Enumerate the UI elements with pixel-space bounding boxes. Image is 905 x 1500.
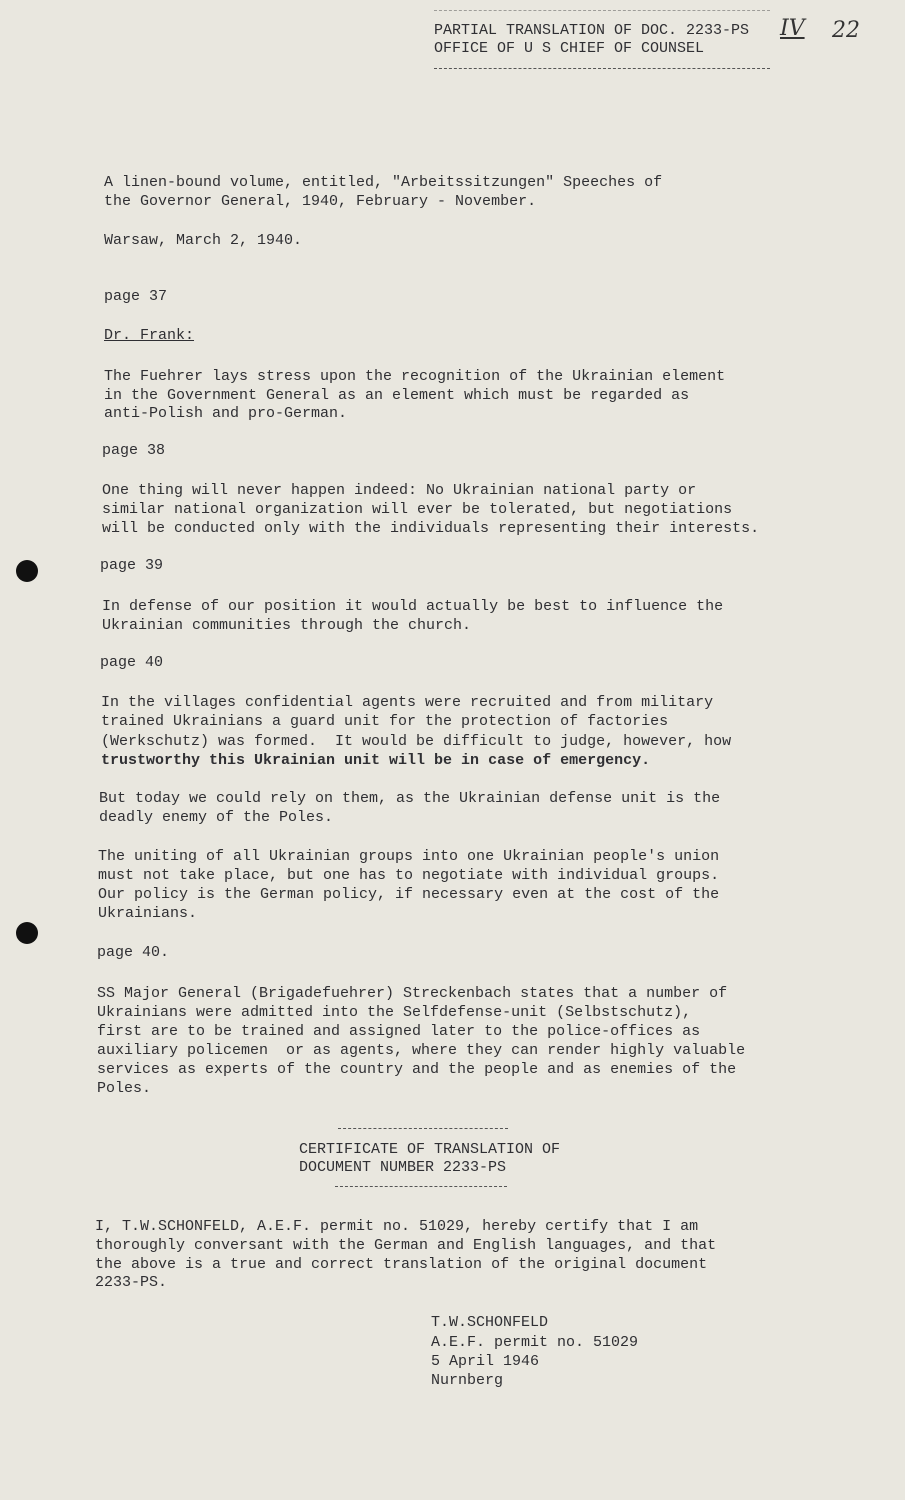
cert-line-3: the above is a true and correct translation of the original document — [95, 1256, 708, 1273]
p38-line-2: similar national organization will ever be tolerated, but negotiations — [102, 501, 733, 518]
p39-line-2: Ukrainian communities through the church. — [102, 617, 472, 634]
p40-1-line-3: (Werkschutz) was formed. It would be difficult to judge, however, how — [101, 733, 732, 750]
page-label-38: page 38 — [102, 442, 166, 459]
punch-hole — [16, 922, 38, 944]
cert-line-1: I, T.W.SCHONFELD, A.E.F. permit no. 51029, hereby certify that I am — [95, 1218, 699, 1235]
page-label-39: page 39 — [100, 557, 164, 574]
header-rule — [434, 68, 770, 69]
p40-1-line-4: trustworthy this Ukrainian unit will be in case of emergency. — [101, 752, 651, 769]
p40-3-line-1: The uniting of all Ukrainian groups into one Ukrainian people's union — [98, 848, 720, 865]
p40-3-line-2: must not take place, but one has to negotiate with individual groups. — [98, 867, 720, 884]
signature-date: 5 April 1946 — [431, 1353, 540, 1370]
cert-line-4: 2233-PS. — [95, 1274, 168, 1291]
p40b-line-4: auxiliary policemen or as agents, where they can render highly valuable — [97, 1042, 746, 1059]
page-label-40: page 40 — [100, 654, 164, 671]
header-title: PARTIAL TRANSLATION OF DOC. 2233-PS — [434, 22, 750, 39]
intro-line-1: A linen-bound volume, entitled, "Arbeitssitzungen" Speeches of — [104, 174, 663, 191]
p38-line-1: One thing will never happen indeed: No Ukrainian national party or — [102, 482, 697, 499]
p40-1-line-2: trained Ukrainians a guard unit for the protection of factories — [101, 713, 669, 730]
p40-2-line-2: deadly enemy of the Poles. — [99, 809, 334, 826]
p40b-line-1: SS Major General (Brigadefuehrer) Streckenbach states that a number of — [97, 985, 728, 1002]
p39-line-1: In defense of our position it would actually be best to influence the — [102, 598, 724, 615]
p40b-line-6: Poles. — [97, 1080, 152, 1097]
p40b-line-2: Ukrainians were admitted into the Selfdefense-unit (Selbstschutz), — [97, 1004, 692, 1021]
signature-name: T.W.SCHONFELD — [431, 1314, 549, 1331]
signature-place: Nurnberg — [431, 1372, 504, 1389]
p37-line-2: in the Government General as an element which must be regarded as — [104, 387, 690, 404]
page-label-40b: page 40. — [97, 944, 170, 961]
page-label-37: page 37 — [104, 288, 168, 305]
punch-hole — [16, 560, 38, 582]
certificate-rule-top — [338, 1128, 508, 1129]
header-roman-numeral: IV — [780, 16, 805, 41]
handwritten-page-number: 22 — [832, 18, 860, 43]
certificate-title-1: CERTIFICATE OF TRANSLATION OF — [299, 1141, 561, 1158]
certificate-rule-bottom — [335, 1186, 507, 1187]
p40b-line-5: services as experts of the country and the people and as enemies of the — [97, 1061, 737, 1078]
p40-1-line-1: In the villages confidential agents were recruited and from military — [101, 694, 714, 711]
p40b-line-3: first are to be trained and assigned later to the police-offices as — [97, 1023, 701, 1040]
p37-line-3: anti-Polish and pro-German. — [104, 405, 348, 422]
signature-permit: A.E.F. permit no. 51029 — [431, 1334, 639, 1351]
p37-line-1: The Fuehrer lays stress upon the recognition of the Ukrainian element — [104, 368, 726, 385]
p40-3-line-4: Ukrainians. — [98, 905, 198, 922]
header-office: OFFICE OF U S CHIEF OF COUNSEL — [434, 40, 705, 57]
p40-3-line-3: Our policy is the German policy, if necessary even at the cost of the — [98, 886, 720, 903]
certificate-title-2: DOCUMENT NUMBER 2233-PS — [299, 1159, 507, 1176]
p40-2-line-1: But today we could rely on them, as the Ukrainian defense unit is the — [99, 790, 721, 807]
place-date: Warsaw, March 2, 1940. — [104, 232, 303, 249]
p38-line-3: will be conducted only with the individuals representing their interests. — [102, 520, 760, 537]
cert-line-2: thoroughly conversant with the German and English languages, and that — [95, 1237, 717, 1254]
speaker-label: Dr. Frank: — [104, 327, 195, 344]
header-top-rule — [434, 10, 770, 11]
intro-line-2: the Governor General, 1940, February - November. — [104, 193, 537, 210]
